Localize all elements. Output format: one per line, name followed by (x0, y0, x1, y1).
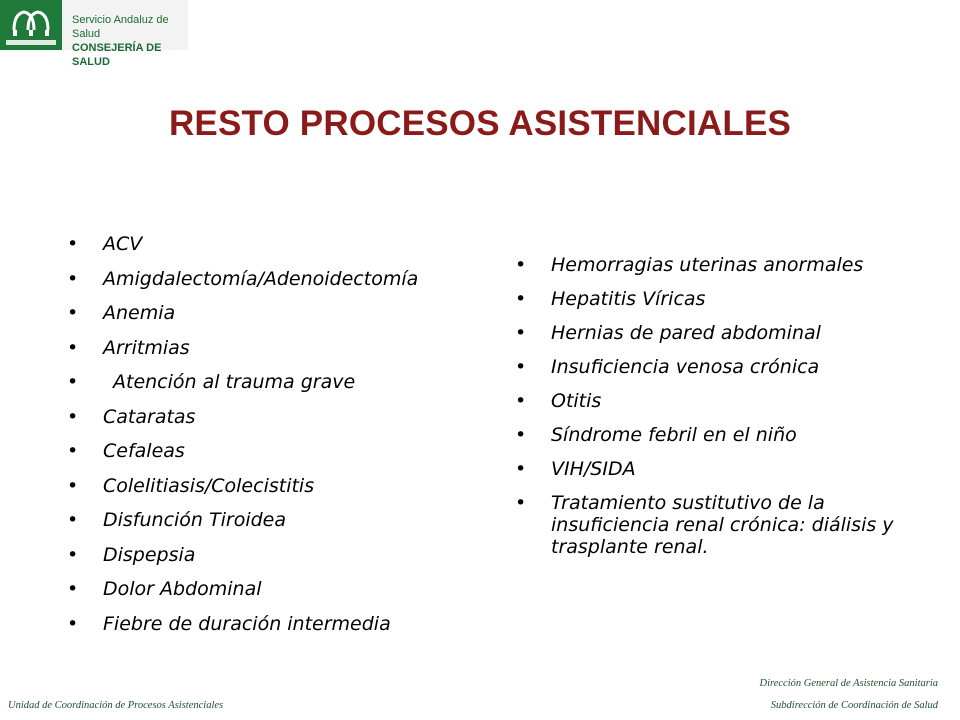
list-item-label: Amigdalectomía/Adenoidectomía (103, 267, 419, 290)
list-item-label: Hemorragias uterinas anormales (551, 254, 864, 276)
list-item (515, 322, 935, 344)
list-item (515, 458, 935, 480)
bullet-icon: • (67, 371, 79, 393)
list-item (67, 509, 497, 531)
list-item-label: Colelitiasis/Colecistitis (103, 474, 315, 497)
bullet-icon: • (67, 440, 79, 462)
list-item (67, 268, 497, 290)
bullet-icon: • (67, 336, 79, 359)
list-item-label: Cefaleas (103, 440, 185, 462)
list-item-label: Otitis (551, 390, 602, 412)
junta-andalucia-emblem-icon (0, 0, 62, 50)
list-item-label: Fiebre de duración intermedia (103, 612, 391, 635)
list-item-label: ACV (103, 233, 143, 255)
list-item-label: Tratamiento sustitutivo de la insuficiencia renal crónica: diálisis y trasplante renal. (551, 492, 894, 558)
footer-direction: Dirección General de Asistencia Sanitaria (759, 678, 938, 689)
bullet-icon: • (515, 424, 527, 446)
bullet-icon: • (515, 458, 527, 480)
list-item-label: Dispepsia (103, 543, 196, 566)
logo-service-name: Servicio Andaluz de Salud (72, 14, 169, 40)
list-item (67, 544, 497, 566)
list-item (67, 371, 497, 393)
list-item (67, 475, 497, 497)
list-item (515, 390, 935, 412)
list-item-label: Anemia (103, 302, 176, 324)
list-item-label: Disfunción Tiroidea (103, 509, 287, 531)
left-process-list (67, 233, 497, 647)
bullet-icon: • (67, 405, 79, 428)
list-item (67, 233, 497, 255)
bullet-icon: • (67, 474, 79, 497)
bullet-icon: • (67, 612, 79, 635)
list-item-label: Síndrome febril en el niño (551, 424, 797, 446)
slide-title: RESTO PROCESOS ASISTENCIALES (168, 104, 792, 143)
right-process-list (515, 254, 935, 570)
bullet-icon: • (515, 390, 527, 412)
list-item (67, 337, 497, 359)
logo-ministry-name: CONSEJERÍA DE SALUD (72, 42, 162, 68)
list-item-label: Hepatitis Víricas (551, 288, 706, 310)
list-item (67, 440, 497, 462)
bullet-icon: • (67, 267, 79, 290)
list-item (515, 288, 935, 310)
bullet-icon: • (515, 492, 527, 514)
list-item-label: Atención al trauma grave (113, 371, 356, 393)
bullet-icon: • (67, 509, 79, 531)
list-item-label: Dolor Abdominal (103, 578, 262, 600)
bullet-icon: • (515, 254, 527, 276)
bullet-icon: • (67, 543, 79, 566)
list-item (515, 254, 935, 276)
footer-subdirection: Subdirección de Coordinación de Salud (770, 700, 938, 711)
logo-text (72, 13, 188, 69)
list-item (515, 356, 935, 378)
list-item (67, 406, 497, 428)
bullet-icon: • (67, 578, 79, 600)
list-item (515, 492, 935, 558)
list-item-label: Insuficiencia venosa crónica (551, 356, 820, 378)
footer-unit: Unidad de Coordinación de Procesos Asistenciales (8, 700, 224, 711)
list-item-label: Hernias de pared abdominal (551, 322, 821, 344)
list-item (67, 613, 497, 635)
list-item-label: VIH/SIDA (551, 458, 636, 480)
list-item (515, 424, 935, 446)
list-item-label: Cataratas (103, 405, 196, 428)
header-logo (0, 0, 188, 68)
bullet-icon: • (67, 302, 79, 324)
bullet-icon: • (515, 288, 527, 310)
list-item-label: Arritmias (103, 336, 190, 359)
list-item (67, 578, 497, 600)
list-item (67, 302, 497, 324)
bullet-icon: • (515, 356, 527, 378)
bullet-icon: • (67, 233, 79, 255)
bullet-icon: • (515, 322, 527, 344)
